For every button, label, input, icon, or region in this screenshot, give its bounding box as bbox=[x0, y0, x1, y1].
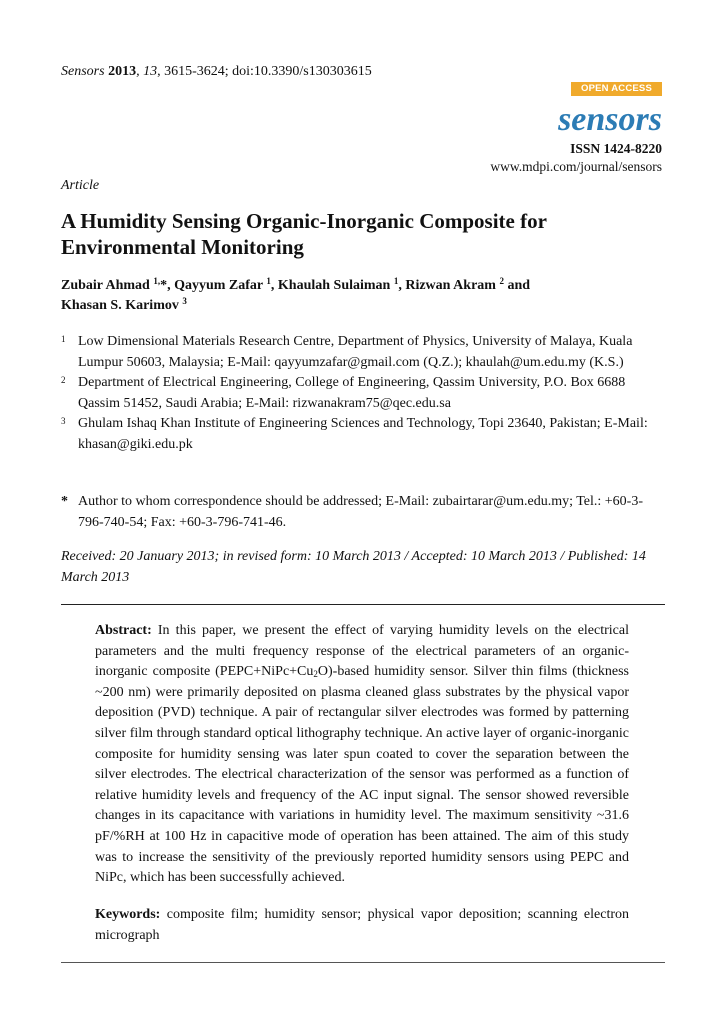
affiliation-number: 3 bbox=[61, 416, 66, 426]
keywords-text: composite film; humidity sensor; physical vapor deposition; scanning electron micrograph bbox=[95, 907, 629, 943]
correspondence-text: Author to whom correspondence should be addressed; E-Mail: zubairtarar@um.edu.my; Tel.: +60-3-796-740-54; Fax: +60-3-796-741-46. bbox=[78, 494, 644, 530]
affiliation-text: Ghulam Ishaq Khan Institute of Engineering Sciences and Technology, Topi 23640, Pakistan; E-Mail: khasan@giki.edu.pk bbox=[78, 416, 648, 452]
keywords-label: Keywords: bbox=[95, 907, 161, 922]
abstract bbox=[95, 621, 629, 889]
author-affiliation-ref: 1, bbox=[153, 276, 161, 286]
journal-name: Sensors bbox=[61, 64, 105, 79]
corresponding-author-mark: * bbox=[160, 278, 168, 293]
journal-logo: sensors bbox=[558, 101, 662, 138]
abstract-text: In this paper, we present the effect of varying humidity levels on the electrical parameters and the multi frequency response of the electrical parameters of an organic-inorganic composite (PEPC+NiPc+Cu bbox=[95, 623, 629, 680]
author-affiliation-ref: 1 bbox=[266, 276, 271, 286]
author-name: Qayyum Zafar bbox=[174, 278, 263, 293]
author-affiliation-ref: 2 bbox=[499, 276, 504, 286]
author-affiliation-ref: 1 bbox=[393, 276, 399, 286]
author-name: Khasan S. Karimov bbox=[61, 298, 179, 313]
affiliation-item bbox=[61, 414, 661, 455]
affiliation-number: 2 bbox=[61, 375, 66, 385]
abstract-text-continued: O)-based humidity sensor. Silver thin films (thickness ~200 nm) were primarily deposited on plasma cleaned glass substrates by the physical vapor deposition (PVD) technique. A pair of rectangular silver electrodes was formed by patterning silver film through standard optical lithography technique. An active layer of organic-inorganic composite for humidity sensing was later spun coated to cover the separation between the silver electrodes. The electrical characterization of the sensor was performed as a function of relative humidity levels and frequency of the AC input signal. The sensor showed reversible changes in its capacitance with variations in humidity level. The maximum sensitivity ~31.6 pF/%RH at 100 Hz in capacitive mode of operation has been attained. The aim of this study was to increase the sensitivity of the previously reported humidity sensors using PEPC and NiPc, which has been successfully achieved. bbox=[95, 664, 629, 886]
affiliation-item bbox=[61, 373, 661, 414]
top-divider bbox=[61, 604, 665, 605]
correspondence-star: * bbox=[61, 494, 68, 509]
author-name: Rizwan Akram bbox=[405, 278, 496, 293]
abstract-subscript: 2 bbox=[313, 669, 318, 680]
citation-volume: 13 bbox=[143, 64, 158, 79]
affiliation-text: Low Dimensional Materials Research Centre, Department of Physics, University of Malaya, Kuala Lumpur 50603, Malaysia; E-Mail: qayyumzafar@gmail.com (Q.Z.); khaulah@um.edu.my (K.S.) bbox=[78, 334, 633, 370]
author-list: Zubair Ahmad $^{1,}$*, Qayyum Zafar $^1$, Khaulah Sulaiman $^1$, Rizwan Akram $^2$ and Khasan S. Karimov $^3$ bbox=[61, 276, 531, 313]
article-type: Article bbox=[61, 178, 100, 193]
journal-url[interactable]: www.mdpi.com/journal/sensors bbox=[490, 159, 662, 174]
paper-title: A Humidity Sensing Organic-Inorganic Composite for Environmental Monitoring bbox=[61, 209, 547, 259]
open-access-badge: OPEN ACCESS bbox=[571, 82, 662, 96]
keywords bbox=[95, 905, 629, 946]
author-name: Khaulah Sulaiman bbox=[277, 278, 391, 293]
affiliations bbox=[61, 332, 661, 455]
author-name: Zubair Ahmad bbox=[61, 278, 150, 293]
citation-line: Sensors 2013, 13, 3615-3624; doi:10.3390/s130303615 bbox=[61, 64, 372, 79]
affiliation-text: Department of Electrical Engineering, College of Engineering, Qassim University, P.O. Box 6688 Qassim 51452, Saudi Arabia; E-Mail: rizwanakram75@qec.edu.sa bbox=[78, 375, 626, 411]
citation-pages-doi: , 3615-3624; doi:10.3390/s130303615 bbox=[157, 64, 372, 79]
bottom-divider bbox=[61, 962, 665, 963]
abstract-label: Abstract: bbox=[95, 623, 152, 638]
correspondence-note bbox=[61, 492, 661, 533]
affiliation-number: 1 bbox=[61, 334, 66, 344]
issn: ISSN 1424-8220 bbox=[570, 141, 662, 156]
author-affiliation-ref: 3 bbox=[182, 296, 187, 306]
affiliation-item bbox=[61, 332, 661, 373]
publication-dates: Received: 20 January 2013; in revised form: 10 March 2013 / Accepted: 10 March 2013 / Published: 14 March 2013 bbox=[61, 549, 646, 585]
citation-year: 2013 bbox=[108, 64, 137, 79]
